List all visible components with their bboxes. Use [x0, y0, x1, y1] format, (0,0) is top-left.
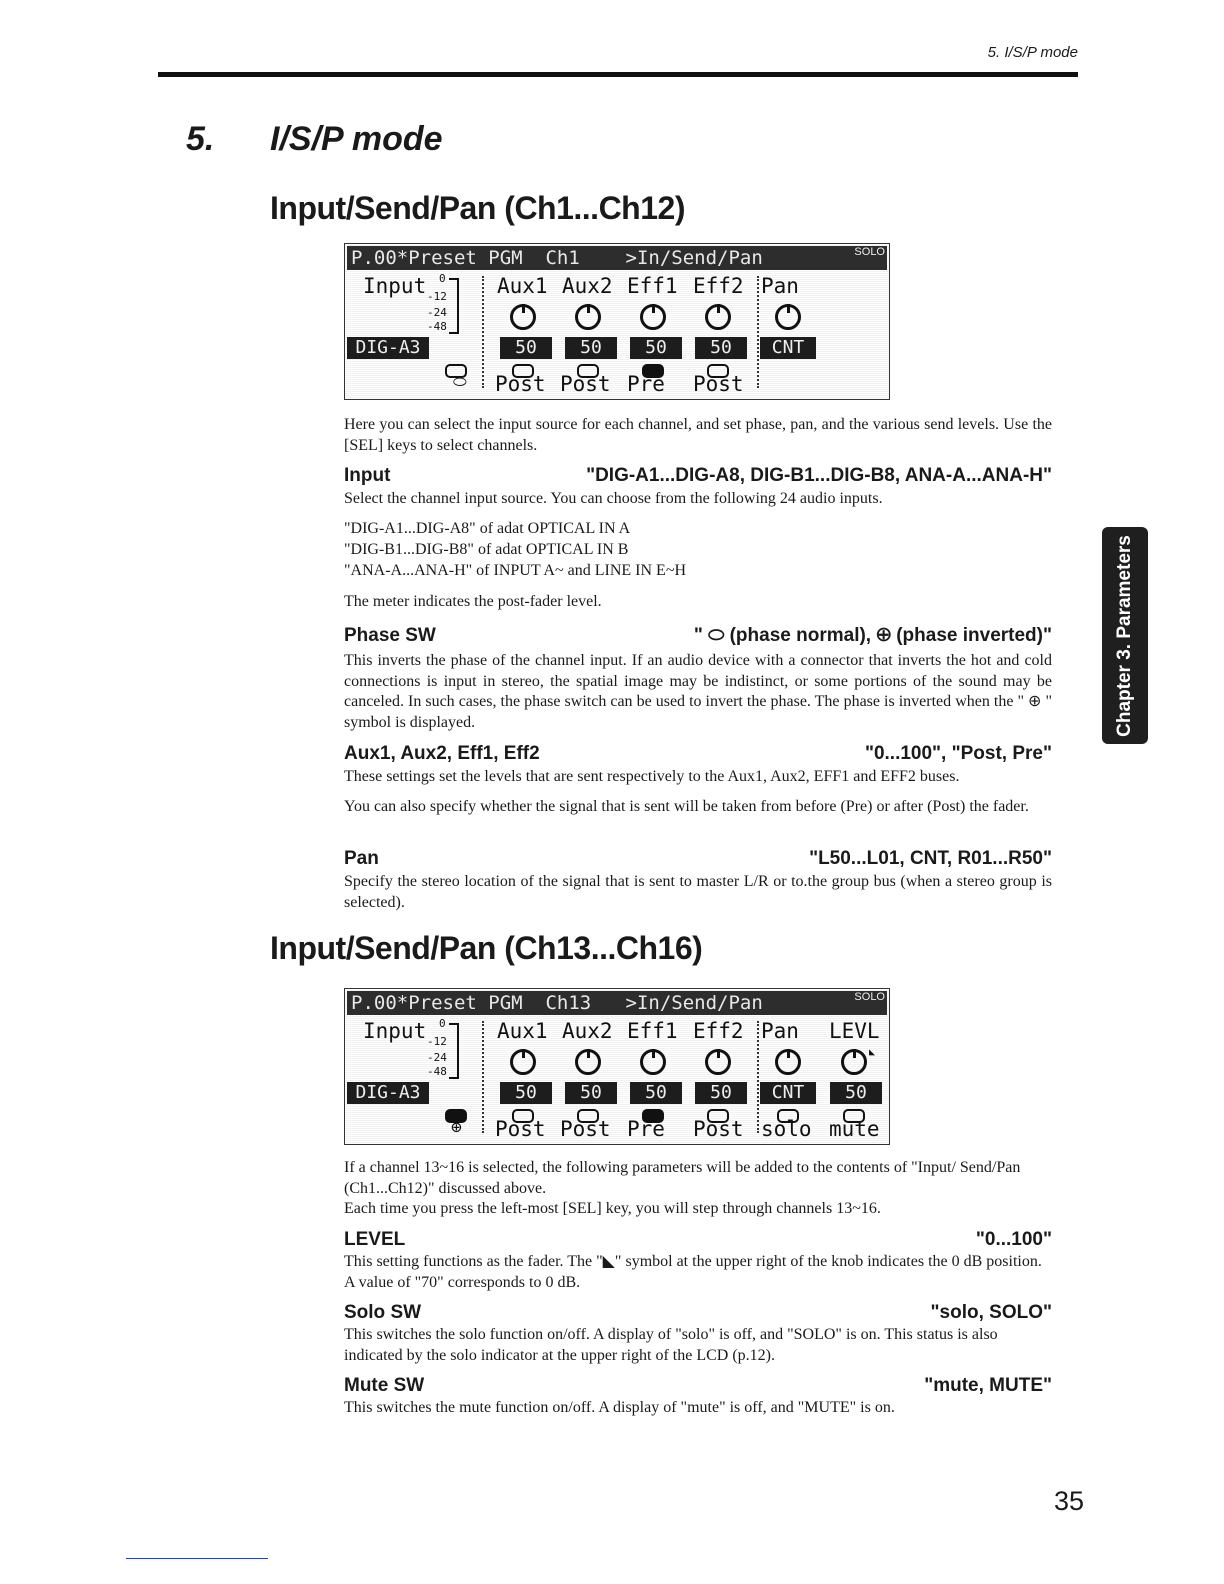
value-pan: CNT — [760, 337, 816, 359]
knob-icon — [775, 304, 801, 330]
level-description: This setting functions as the fader. The "◣" symbol at the upper right of the knob indicates the 0 dB position. A value of "70" corresponds to 0 dB. — [344, 1253, 1042, 1291]
param-range: "DIG-A1...DIG-A8, DIG-B1...DIG-B8, ANA-A...ANA-H" — [586, 465, 1052, 486]
mode-eff1: Pre — [627, 1117, 665, 1141]
value-eff1: 50 — [630, 1082, 682, 1104]
heading-ch13-16: Input/Send/Pan (Ch13...Ch16) — [270, 930, 703, 966]
param-name: LEVEL — [344, 1229, 406, 1250]
param-level-heading — [344, 1229, 1052, 1251]
value-eff1: 50 — [630, 337, 682, 359]
lcd-input-value: DIG-A3 — [347, 1082, 429, 1104]
lcd-divider — [482, 276, 484, 388]
param-range: " ⬭ (phase normal), ⊕ (phase inverted)" — [693, 625, 1052, 646]
lcd-title-bar: P.00*Preset PGM Ch13 >In/Send/Pan — [347, 991, 887, 1015]
input-description: Select the channel input source. You can choose from the following 24 audio inputs. — [344, 490, 883, 507]
lcd-solo-indicator: SOLO — [854, 991, 885, 1003]
chapter-tab-label: Chapter 3. Parameters — [1114, 534, 1135, 737]
knob-icon — [575, 304, 601, 330]
param-name: Aux1, Aux2, Eff1, Eff2 — [344, 743, 540, 764]
knob-icon — [775, 1049, 801, 1075]
lcd-input-label: Input — [363, 274, 427, 298]
ch13-intro: If a channel 13~16 is selected, the following parameters will be added to the contents of "Input/ Send/Pan (Ch1...Ch12)" discussed above. — [344, 1159, 1021, 1197]
mute-status: mute — [829, 1117, 880, 1141]
aux-description: These settings set the levels that are sent respectively to the Aux1, Aux2, EFF1 and EFF2 buses. — [344, 768, 960, 785]
param-mute-heading — [344, 1375, 1052, 1397]
knob-icon — [705, 304, 731, 330]
param-range: "mute, MUTE" — [924, 1375, 1052, 1396]
meter-note: The meter indicates the post-fader level. — [344, 593, 602, 610]
phase-normal-icon: ⬭ — [453, 372, 467, 391]
param-input-heading — [344, 465, 1052, 487]
knob-icon — [705, 1049, 731, 1075]
knob-icon — [640, 304, 666, 330]
col-eff1: Eff1 — [627, 274, 678, 298]
mode-aux2: Post — [560, 372, 611, 396]
value-aux2: 50 — [565, 1082, 617, 1104]
value-aux2: 50 — [565, 337, 617, 359]
chapter-tab — [1102, 527, 1148, 744]
meter-scale-0: 0 — [439, 1017, 446, 1030]
param-range: "solo, SOLO" — [930, 1302, 1052, 1323]
phase-description: This inverts the phase of the channel input. If an audio device with a connector that inverts the hot and cold connections is input in stereo, the spatial image may be indistinct, or some portions of the sound may be canceled. In such cases, the phase switch can be used to invert the phase. The phase is inverted when the " ⊕ " symbol is displayed. — [344, 652, 1052, 731]
value-aux1: 50 — [500, 1082, 552, 1104]
param-name: Phase SW — [344, 625, 436, 646]
solo-description: This switches the solo function on/off. A display of "solo" is off, and "SOLO" is on. This status is also indicated by the solo indicator at the upper right of the LCD (p.12). — [344, 1326, 998, 1364]
aux-description-2: You can also specify whether the signal that is sent will be taken from before (Pre) or after (Post) the fader. — [344, 798, 1029, 815]
meter-scale-24: -24 — [427, 1051, 447, 1064]
lcd-solo-indicator: SOLO — [854, 246, 885, 258]
knob-icon — [510, 1049, 536, 1075]
zero-db-marker-icon: ◣ — [869, 1047, 876, 1058]
page-number: 35 — [1053, 1486, 1084, 1516]
value-eff2: 50 — [695, 337, 747, 359]
col-aux1: Aux1 — [497, 1019, 548, 1043]
lcd-divider — [757, 276, 759, 388]
lcd-divider — [482, 1021, 484, 1133]
lcd-input-label: Input — [363, 1019, 427, 1043]
meter-scale-0: 0 — [439, 272, 446, 285]
footer-rule — [126, 1558, 268, 1559]
param-range: "0...100" — [975, 1229, 1052, 1250]
col-eff2: Eff2 — [693, 1019, 744, 1043]
lcd-screen-ch13 — [344, 988, 890, 1145]
param-phase-heading — [344, 625, 1052, 647]
meter-scale-12: -12 — [427, 290, 447, 303]
meter-scale-24: -24 — [427, 306, 447, 319]
input-list-item: "DIG-B1...DIG-B8" of adat OPTICAL IN B — [344, 541, 629, 558]
lcd-divider — [757, 1021, 759, 1133]
col-aux2: Aux2 — [562, 1019, 613, 1043]
phase-inverted-icon: ⊕ — [451, 1117, 462, 1138]
value-eff2: 50 — [695, 1082, 747, 1104]
mode-aux1: Post — [495, 372, 546, 396]
col-eff1: Eff1 — [627, 1019, 678, 1043]
param-name: Pan — [344, 848, 379, 869]
mode-eff2: Post — [693, 1117, 744, 1141]
lcd-title-bar: P.00*Preset PGM Ch1 >In/Send/Pan — [347, 246, 887, 270]
param-range: "0...100", "Post, Pre" — [864, 743, 1052, 764]
input-list-item: "ANA-A...ANA-H" of INPUT A~ and LINE IN E~H — [344, 562, 687, 579]
param-range: "L50...L01, CNT, R01...R50" — [809, 848, 1052, 869]
col-aux2: Aux2 — [562, 274, 613, 298]
pan-description: Specify the stereo location of the signal that is sent to master L/R or to.the group bus (when a stereo group is selected). — [344, 873, 1052, 911]
param-solo-heading — [344, 1302, 1052, 1324]
lcd-screen-ch1 — [344, 243, 890, 400]
meter-scale-48: -48 — [427, 320, 447, 333]
knob-icon — [575, 1049, 601, 1075]
meter-scale-48: -48 — [427, 1065, 447, 1078]
ch13-intro-2: Each time you press the left-most [SEL] key, you will step through channels 13~16. — [344, 1200, 881, 1217]
running-header: 5. I/S/P mode — [987, 44, 1078, 61]
param-name: Mute SW — [344, 1375, 425, 1396]
param-name: Input — [344, 465, 391, 486]
param-name: Solo SW — [344, 1302, 422, 1323]
level-meter — [449, 278, 459, 334]
knob-icon — [510, 304, 536, 330]
param-pan-heading — [344, 848, 1052, 870]
lcd-input-value: DIG-A3 — [347, 337, 429, 359]
level-knob-icon — [841, 1049, 867, 1075]
mode-eff1: Pre — [627, 372, 665, 396]
section-number: 5. — [186, 120, 215, 158]
col-eff2: Eff2 — [693, 274, 744, 298]
mode-aux2: Post — [560, 1117, 611, 1141]
heading-ch1-12: Input/Send/Pan (Ch1...Ch12) — [270, 190, 685, 226]
level-meter — [449, 1023, 459, 1079]
mode-aux1: Post — [495, 1117, 546, 1141]
intro-paragraph: Here you can select the input source for each channel, and set phase, pan, and the various send levels. Use the [SEL] keys to select channels. — [344, 416, 1052, 454]
col-pan: Pan — [761, 1019, 799, 1043]
solo-status: solo — [761, 1117, 812, 1141]
col-aux1: Aux1 — [497, 274, 548, 298]
value-aux1: 50 — [500, 337, 552, 359]
col-pan: Pan — [761, 274, 799, 298]
header-rule — [158, 72, 1078, 77]
section-title: I/S/P mode — [270, 120, 443, 158]
mode-eff2: Post — [693, 372, 744, 396]
value-pan: CNT — [760, 1082, 816, 1104]
knob-icon — [640, 1049, 666, 1075]
col-level: LEVL — [829, 1019, 880, 1043]
mute-description: This switches the mute function on/off. A display of "mute" is off, and "MUTE" is on. — [344, 1399, 895, 1416]
input-list-item: "DIG-A1...DIG-A8" of adat OPTICAL IN A — [344, 520, 631, 537]
value-level: 50 — [830, 1082, 882, 1104]
meter-scale-12: -12 — [427, 1035, 447, 1048]
param-aux-heading — [344, 743, 1052, 765]
